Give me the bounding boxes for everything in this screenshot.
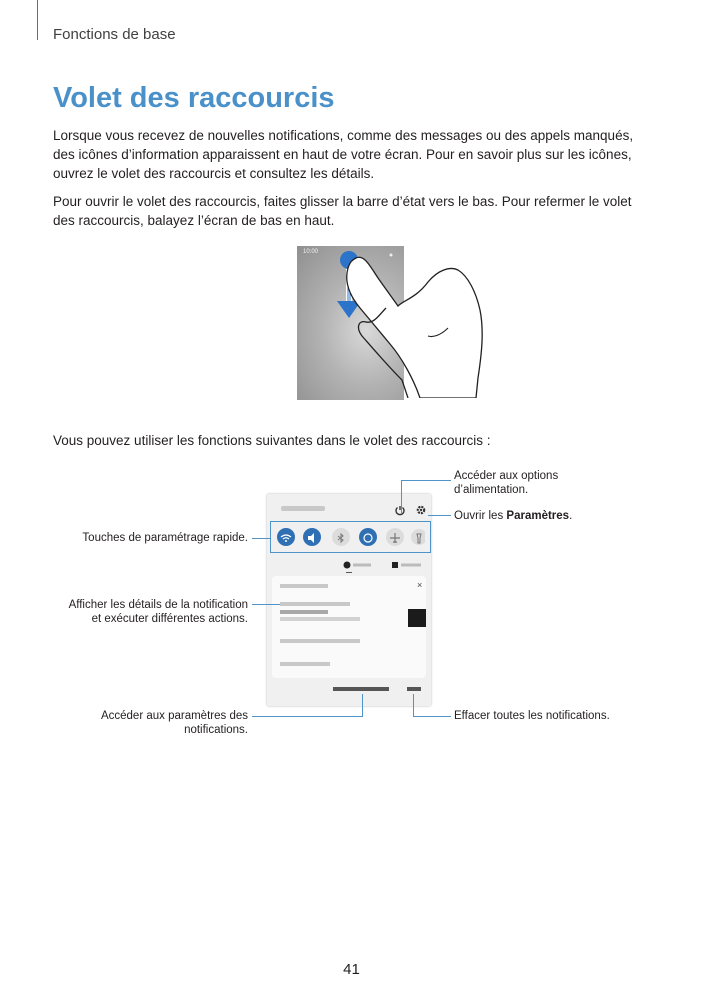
callout-line (252, 716, 363, 717)
placeholder-text-bar (280, 662, 330, 666)
callout-line (428, 515, 451, 516)
header-rule (37, 0, 38, 40)
intro-paragraph: Lorsque vous recevez de nouvelles notifications, comme des messages ou des appels manqués, des icônes d’information apparaissent en haut de votre écran. Pour en savoir plus sur les icônes, ouvrez le volet des raccourcis et consultez les détails. (53, 128, 634, 181)
placeholder-text-bar (280, 617, 360, 621)
gear-icon[interactable] (415, 504, 427, 516)
notification-settings-button[interactable] (333, 687, 389, 691)
placeholder-text-bar (280, 639, 360, 643)
callout-quick-settings: Touches de paramétrage rapide. (82, 532, 248, 544)
hand-icon (330, 248, 490, 398)
notification-card[interactable] (272, 576, 426, 678)
callout-line (401, 480, 402, 514)
callout-settings-suffix: . (569, 510, 573, 522)
status-time: 10:00 (303, 249, 319, 255)
page-title: Volet des raccourcis (53, 82, 335, 114)
clear-button[interactable] (407, 687, 421, 691)
placeholder-text-bar (281, 506, 325, 511)
callout-clear-all: Effacer toutes les notifications. (454, 710, 610, 722)
functions-paragraph: Vous pouvez utiliser les fonctions suivantes dans le volet des raccourcis : (53, 433, 491, 448)
callout-settings-prefix: Ouvrir les (454, 510, 507, 522)
power-icon[interactable] (394, 504, 406, 516)
devices-icon[interactable] (391, 556, 423, 564)
callout-line (270, 521, 431, 553)
callout-line (401, 480, 451, 481)
callout-notification-settings: Accéder aux paramètres des notifications. (100, 710, 248, 736)
callout-line (252, 538, 270, 539)
callout-line (413, 694, 414, 716)
section-header: Fonctions de base (53, 26, 176, 43)
placeholder-text-bar (280, 602, 350, 606)
handle-bar (346, 572, 352, 573)
placeholder-text-bar (280, 610, 328, 614)
callout-settings-bold: Paramètres (506, 510, 570, 522)
callout-settings (454, 509, 572, 523)
open-panel-paragraph: Pour ouvrir le volet des raccourcis, faites glisser la barre d’état vers le bas. Pour refermer le volet des raccourcis, balayez l’écran de bas en haut. (53, 194, 632, 228)
close-icon[interactable]: × (417, 580, 423, 590)
placeholder-text-bar (280, 584, 328, 588)
callout-line (252, 604, 280, 605)
page-number: 41 (343, 961, 360, 978)
callout-notification-details: Afficher les détails de la notification et exécuter différentes actions. (68, 599, 248, 625)
thumbnail-image (408, 609, 426, 627)
callout-line (362, 694, 363, 716)
callout-power: Accéder aux options d’alimentation. (454, 470, 559, 496)
media-icon[interactable] (343, 556, 373, 564)
callout-line (413, 716, 451, 717)
